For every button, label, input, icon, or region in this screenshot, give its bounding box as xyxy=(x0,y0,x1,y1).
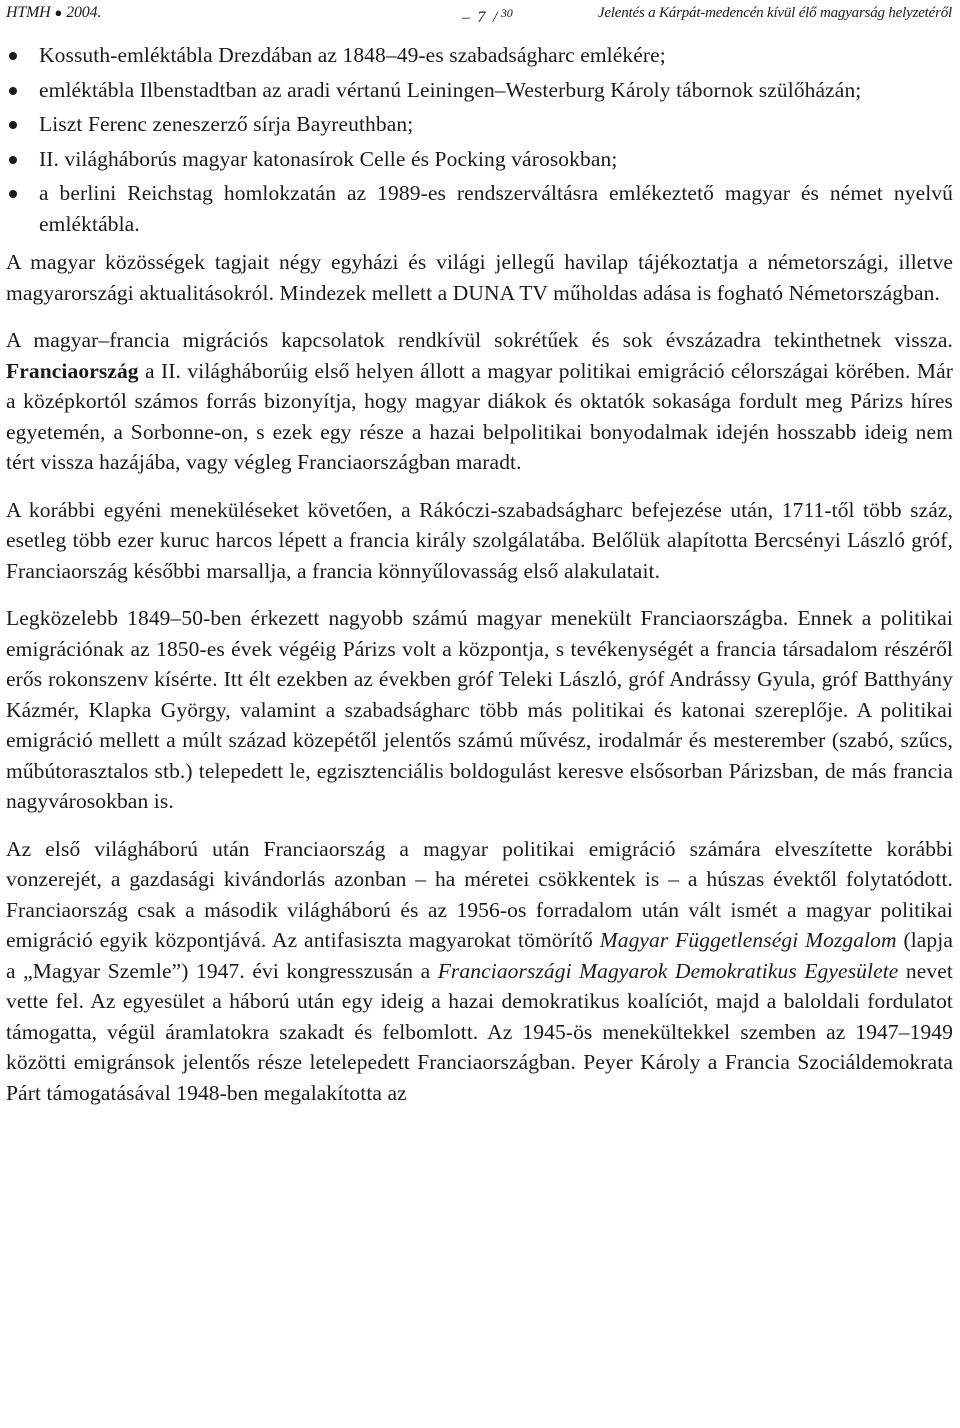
current-page: 7 xyxy=(477,9,486,26)
page-number xyxy=(462,2,513,29)
page-separator: / xyxy=(492,9,498,26)
organization-name: Franciaországi Magyarok Demokratikus Egyesülete xyxy=(437,958,899,983)
paragraph-ww1: Az első világháború után Franciaország a magyar politikai emigráció számára elveszítette korábbi vonzerejét, a gazdasági kivándorlás azonban – ha méretei csökkentek is – a húszas évektől folytatódott. Franciaország csak a második világháború és az 1956-os forradalom után vált ismét a magyar politikai emigráció egyik központjává. Az antifasiszta magyarokat tömörítő Magyar Függetlenségi Mozgalom (lapja a „Magyar Szemle”) 1947. évi kongresszusán a Franciaországi Magyarok Demokratikus Egyesülete nevet vette fel. Az egyesület a háború után egy ideig a hazai demokratikus koalíciót, majd a baloldali fordulatot támogatta, végül áramlatokra szakadt és felbomlott. Az 1945-ös menekültekkel szemben az 1947–1949 közötti emigránsok jelentős része letelepedett Franciaországban. Peyer Károly a Francia Szociáldemokrata Párt támogatásával 1948-ben megalakította az xyxy=(6,836,953,1105)
memorial-list xyxy=(6,40,953,239)
bullet-icon xyxy=(9,121,17,129)
report-title: Jelentés a Kárpát-medencén kívül élő magyarság helyzetéről xyxy=(597,5,952,21)
list-item: emléktábla Ilbenstadtban az aradi vértanú Leiningen–Westerburg Károly tábornok szülőházán; xyxy=(6,75,953,106)
bullet-icon xyxy=(9,190,17,198)
highlight-country: Franciaország xyxy=(6,358,139,383)
paragraph-rakoczi: A korábbi egyéni meneküléseket követően, a Rákóczi-szabadságharc befejezése után, 1711-től több száz, esetleg több ezer kuruc harcos lépett a francia király szolgálatába. Belőlük alapította Bercsényi László gróf, Franciaország későbbi marsallja, a francia könnyűlovasság első alakulatait. xyxy=(6,497,953,583)
total-pages: 30 xyxy=(500,6,513,20)
bullet-icon xyxy=(9,156,17,164)
bullet-separator-icon: ● xyxy=(54,5,63,20)
journal-year: 2004. xyxy=(66,4,102,21)
paragraph-1849: Legközelebb 1849–50-ben érkezett nagyobb számú magyar menekült Franciaországba. Ennek a politikai emigrációnak az 1850-es évek végéig Párizs volt a központja, s tevékenységét a francia társadalom részéről erős rokonszenv kísérte. Itt élt ezekben az években gróf Teleki László, gróf Andrássy Gyula, gróf Batthyány Kázmér, Klapka György, valamint a szabadságharc több más politikai és katonai szereplője. A politikai emigráció mellett a múlt század közepétől jelentős számú művész, irodalmár és mesterember (szabó, szűcs, műbútorasztalos stb.) telepedett le, egzisztenciális boldogulást keresve elsősorban Párizsban, de más francia nagyvárosokban is. xyxy=(6,606,953,813)
bullet-icon xyxy=(9,87,17,95)
journal-name: HTMH xyxy=(6,4,51,21)
list-item: a berlini Reichstag homlokzatán az 1989-es rendszerváltásra emlékeztető magyar és német nyelvű emléktábla. xyxy=(6,178,953,239)
organization-name: Magyar Függetlenségi Mozgalom xyxy=(599,928,897,952)
document-body xyxy=(6,40,953,1108)
paragraph-media: A magyar közösségek tagjait négy egyházi és világi jellegű havilap tájékoztatja a németországi, illetve magyarországi aktualitásokról. Mindezek mellett a DUNA TV műholdas adása is fogható Németországban. xyxy=(6,250,953,305)
list-item: Liszt Ferenc zeneszerző sírja Bayreuthban; xyxy=(6,109,953,140)
bullet-icon xyxy=(9,52,17,60)
list-item: II. világháborús magyar katonasírok Celle és Pocking városokban; xyxy=(6,144,953,175)
paragraph-france-intro: A magyar–francia migrációs kapcsolatok rendkívül sokrétűek és sok évszázadra tekinthetnek vissza. Franciaország a II. világháborúig első helyen állott a magyar politikai emigráció célországai körében. Már a középkortól számos forrás bizonyítja, hogy magyar diákok és oktatók sokasága fordult meg Párizs híres egyetemén, a Sorbonne-on, s ezek egy része a hazai belpolitikai bonyodalmak idején hosszabb ideig nem tért vissza hazájába, vagy végleg Franciaországban maradt. xyxy=(6,328,953,474)
list-item: Kossuth-emléktábla Drezdában az 1848–49-es szabadságharc emlékére; xyxy=(6,40,953,71)
header-journal xyxy=(6,2,101,24)
page-prefix: – xyxy=(462,9,470,26)
page-header xyxy=(6,2,954,24)
